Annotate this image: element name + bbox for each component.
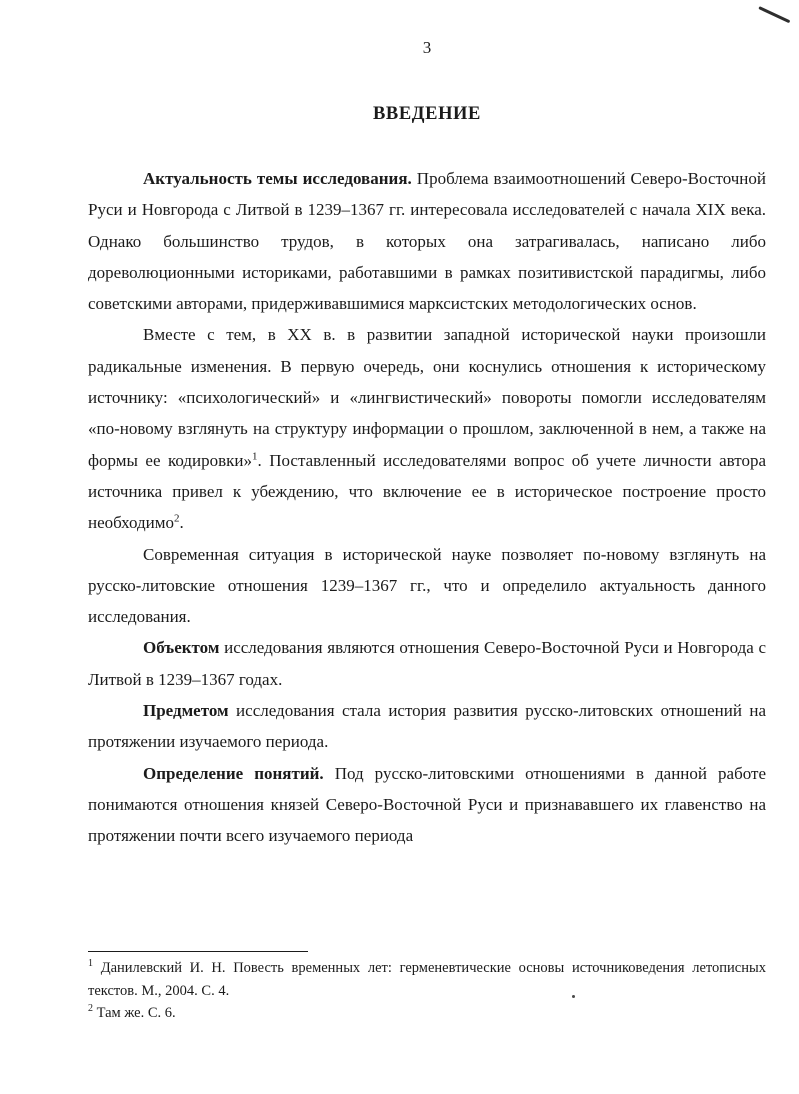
paragraph-modern-situation	[88, 539, 766, 633]
scan-artifact-dot	[572, 995, 575, 998]
body-text	[88, 163, 766, 852]
paragraph-object	[88, 632, 766, 695]
section-heading: ВВЕДЕНИЕ	[372, 104, 481, 124]
paragraph-historiography	[88, 319, 766, 538]
footnote-2-text: Там же. С. 6.	[96, 1005, 176, 1021]
paragraph-object-text: исследования являются отношения Северо-Восточной Руси и Новгорода с Литвой в 1239–1367 годах.	[88, 638, 766, 689]
footnote-1	[88, 957, 766, 1002]
paragraph-definitions-lead: Определение понятий.	[143, 763, 324, 783]
paragraph-relevance	[88, 163, 766, 319]
footnote-1-text: Данилевский И. Н. Повесть временных лет: герменевтические основы источниковедения летописных текстов. М., 2004. С. 4.	[88, 960, 766, 999]
scan-artifact-line	[758, 6, 790, 23]
paragraph-modern-situation-text: Современная ситуация в исторической науке позволяет по-новому взглянуть на русско-литовские отношения 1239–1367 гг., что и определило актуальность данного исследования.	[88, 544, 766, 627]
paragraph-definitions-text: Под русско-литовскими отношениями в данной работе понимаются отношения князей Северо-Восточной Руси и признававшего их главенство на протяжении почти всего изучаемого периода	[88, 763, 766, 846]
footnote-2-marker: 2	[88, 1003, 93, 1015]
paragraph-relevance-lead: Актуальность темы исследования.	[143, 169, 412, 188]
paragraph-historiography-text-1: Вместе с тем, в XX в. в развитии западной исторической науки произошли радикальные изменения. В первую очередь, они коснулись отношения к историческому источнику: «психологический» и «лингвистический» повороты помогли исследователям «по-новому взглянуть на структуру информации о прошлом, заключенной в нем, а также на формы ее кодировки»	[88, 325, 766, 470]
footnote-separator-rule	[88, 951, 308, 952]
paragraph-object-lead: Объектом	[143, 638, 220, 658]
paragraph-subject	[88, 695, 766, 758]
footnote-2	[88, 1002, 766, 1025]
paragraph-subject-text: исследования стала история развития русско-литовских отношений на протяжении изучаемого периода.	[88, 701, 766, 752]
footnote-1-marker: 1	[88, 958, 93, 970]
paragraph-subject-lead: Предметом	[143, 701, 229, 721]
page-number: 3	[422, 38, 432, 57]
footnotes-section	[88, 951, 766, 1025]
paragraph-relevance-text: Проблема взаимоотношений Северо-Восточной Руси и Новгорода с Литвой в 1239–1367 гг. интересовала исследователей с начала XIX века. Однако большинство трудов, в которых она затрагивалась, написано либо дореволюционными историками, работавшими в рамках позитивистской парадигмы, либо советскими авторами, придерживавшимися марксистских методологических основ.	[88, 169, 767, 314]
paragraph-definitions	[88, 758, 766, 852]
paragraph-historiography-text-3: .	[179, 513, 184, 533]
footnote-ref-2: 2	[174, 512, 180, 525]
footnote-ref-1: 1	[252, 450, 258, 463]
paragraph-historiography-text-2: . Поставленный исследователями вопрос об учете личности автора источника привел к убеждению, что включение ее в историческое построение просто необходимо	[88, 450, 766, 533]
